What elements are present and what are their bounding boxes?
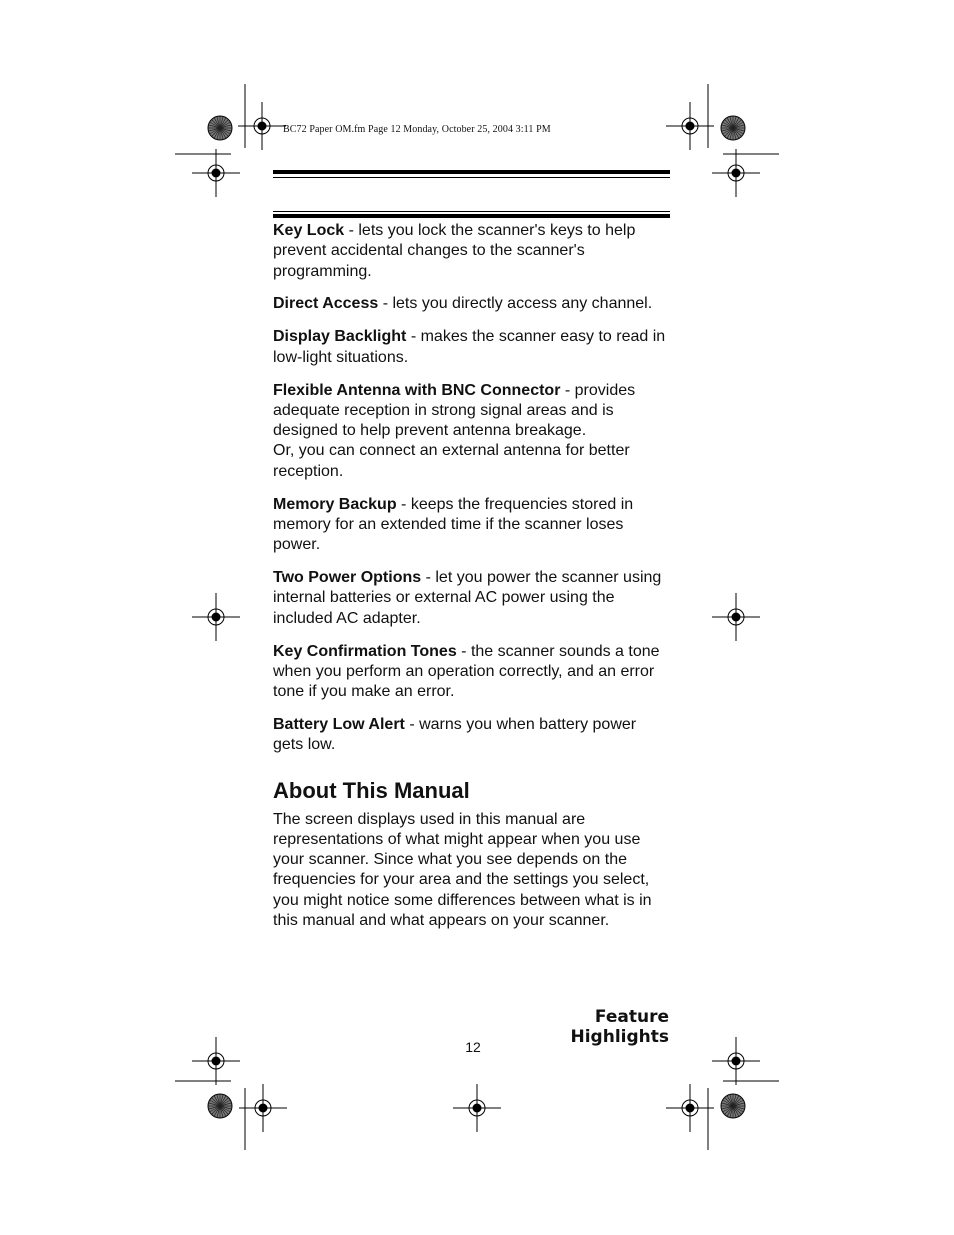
feature-item xyxy=(273,294,670,314)
starburst-mark xyxy=(208,116,232,140)
feature-term: Direct Access xyxy=(273,295,379,313)
starburst-mark xyxy=(721,116,745,140)
section-thin-rule xyxy=(273,211,670,212)
feature-item xyxy=(273,568,670,629)
registration-target xyxy=(712,1037,760,1085)
feature-list xyxy=(273,221,670,756)
feature-term: Key Lock xyxy=(273,222,345,239)
feature-term: Display Backlight xyxy=(273,328,407,346)
registration-target xyxy=(453,1084,501,1132)
section-heading: About This Manual xyxy=(273,777,470,803)
registration-target xyxy=(192,149,240,197)
print-header: BC72 Paper OM.fm Page 12 Monday, October 25, 2004 3:11 PM xyxy=(283,124,551,135)
registration-target xyxy=(239,1084,287,1132)
starburst-mark xyxy=(721,1094,745,1118)
page-content xyxy=(273,221,670,931)
feature-description: - provides adequate reception in strong signal areas and is designed to help prevent antenna breakage. xyxy=(273,381,636,440)
starburst-mark xyxy=(208,1094,232,1118)
feature-extra: Or, you can connect an external antenna for better reception. xyxy=(273,442,630,480)
feature-description: - warns you when battery power gets low. xyxy=(273,716,637,754)
feature-item xyxy=(273,642,670,703)
feature-description: - lets you lock the scanner's keys to help prevent accidental changes to the scanner's programming. xyxy=(273,222,636,280)
registration-target xyxy=(712,593,760,641)
registration-target xyxy=(666,1084,714,1132)
top-thin-rule xyxy=(273,177,670,178)
running-title: Feature Highlights xyxy=(570,1007,669,1047)
section-body: The screen displays used in this manual are representations of what might appear when you use your scanner. Since what you see depends on the frequencies for your area and the settings you select, you might notice some differences between what is in this manual and what appears on your scanner. xyxy=(273,810,652,929)
registration-target xyxy=(192,1037,240,1085)
top-thick-rule xyxy=(273,170,670,174)
feature-term: Battery Low Alert xyxy=(273,716,405,734)
registration-target xyxy=(666,102,714,150)
feature-description: - the scanner sounds a tone when you perform an operation correctly, and an error tone if you make an error. xyxy=(273,642,660,701)
feature-item xyxy=(273,715,670,756)
feature-item xyxy=(273,495,670,556)
feature-term: Key Confirmation Tones xyxy=(273,642,457,660)
feature-description: - lets you directly access any channel. xyxy=(378,295,653,313)
feature-item xyxy=(273,381,670,482)
registration-target xyxy=(192,593,240,641)
feature-term: Two Power Options xyxy=(273,569,422,587)
feature-description: - keeps the frequencies stored in memory for an extended time if the scanner loses power. xyxy=(273,495,634,554)
feature-term: Flexible Antenna with BNC Connector xyxy=(273,381,561,399)
feature-item xyxy=(273,221,670,282)
feature-term: Memory Backup xyxy=(273,495,397,513)
section-thick-rule xyxy=(273,214,670,218)
registration-target xyxy=(712,149,760,197)
page-number: 12 xyxy=(465,1039,481,1055)
feature-description: - makes the scanner easy to read in low-light situations. xyxy=(273,328,666,366)
feature-description: - let you power the scanner using internal batteries or external AC power using the included AC adapter. xyxy=(273,569,662,627)
feature-item xyxy=(273,327,670,368)
